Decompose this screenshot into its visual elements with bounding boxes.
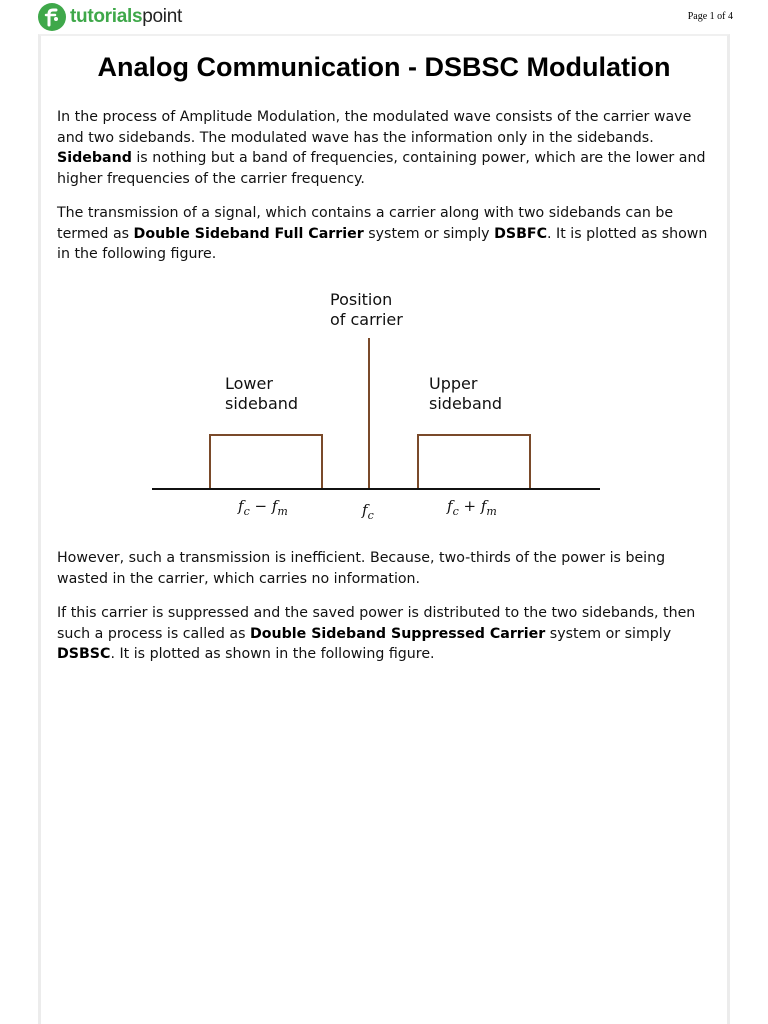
page-title: Analog Communication - DSBSC Modulation: [97, 52, 671, 82]
term-dsbfc: DSBFC: [494, 225, 548, 242]
paragraph-inefficiency: However, such a transmission is inefficient. Because, two-thirds of the power is being wasted in the carrier, which carries no information.: [57, 550, 666, 587]
svg-text:fc: $f_c$: [362, 501, 374, 522]
upper-frequency-label: [446, 497, 497, 518]
term-dsbfc-full: Double Sideband Full Carrier: [133, 225, 364, 242]
svg-text:fc + fm: $f_c + f_m$: [447, 497, 497, 518]
paragraph-intro: In the process of Amplitude Modulation, the modulated wave consists of the carrier wave and two sidebands. The modulated wave has the information only in the sidebands. Sideband is nothing but a band of frequencies, containing power, which are the lower and higher frequencies of the carrier frequency.: [57, 109, 706, 187]
lower-sideband-box: [210, 435, 322, 489]
tutorialspoint-logo[interactable]: [38, 3, 182, 31]
term-dsbsc-full: Double Sideband Suppressed Carrier: [249, 625, 546, 642]
page-header: [0, 0, 768, 34]
term-dsbsc: DSBSC: [57, 646, 111, 662]
carrier-label-line1: Position: [330, 290, 393, 309]
lower-frequency-label: [237, 497, 288, 518]
upper-sideband-label-line2: sideband: [429, 394, 503, 413]
carrier-frequency-label: [361, 501, 374, 522]
paragraph-dsbfc: The transmission of a signal, which contains a carrier along with two sidebands can be termed as Double Sideband Full Carrier system or simply DSBFC. It is plotted as shown in the following figure.: [57, 205, 708, 262]
page-indicator: Page 1 of 4: [687, 11, 733, 22]
upper-sideband-box: [418, 435, 530, 489]
dsbfc-spectrum-figure: [140, 286, 610, 526]
lower-sideband-label-line2: sideband: [225, 394, 299, 413]
lower-sideband-label-line1: Lower: [225, 374, 273, 393]
term-sideband: Sideband: [57, 150, 132, 166]
logo-icon: [38, 3, 66, 31]
logo-text: tutorialspoint: [70, 6, 182, 27]
paragraph-dsbsc: If this carrier is suppressed and the saved power is distributed to the two sidebands, then such a process is called as Double Sideband Suppressed Carrier system or simply DSBSC. It is plotted as shown in the following figure.: [57, 605, 696, 662]
upper-sideband-label-line1: Upper: [429, 374, 478, 393]
svg-text:fc − fm: $f_c - f_m$: [238, 497, 288, 518]
carrier-label-line2: of carrier: [330, 310, 403, 329]
